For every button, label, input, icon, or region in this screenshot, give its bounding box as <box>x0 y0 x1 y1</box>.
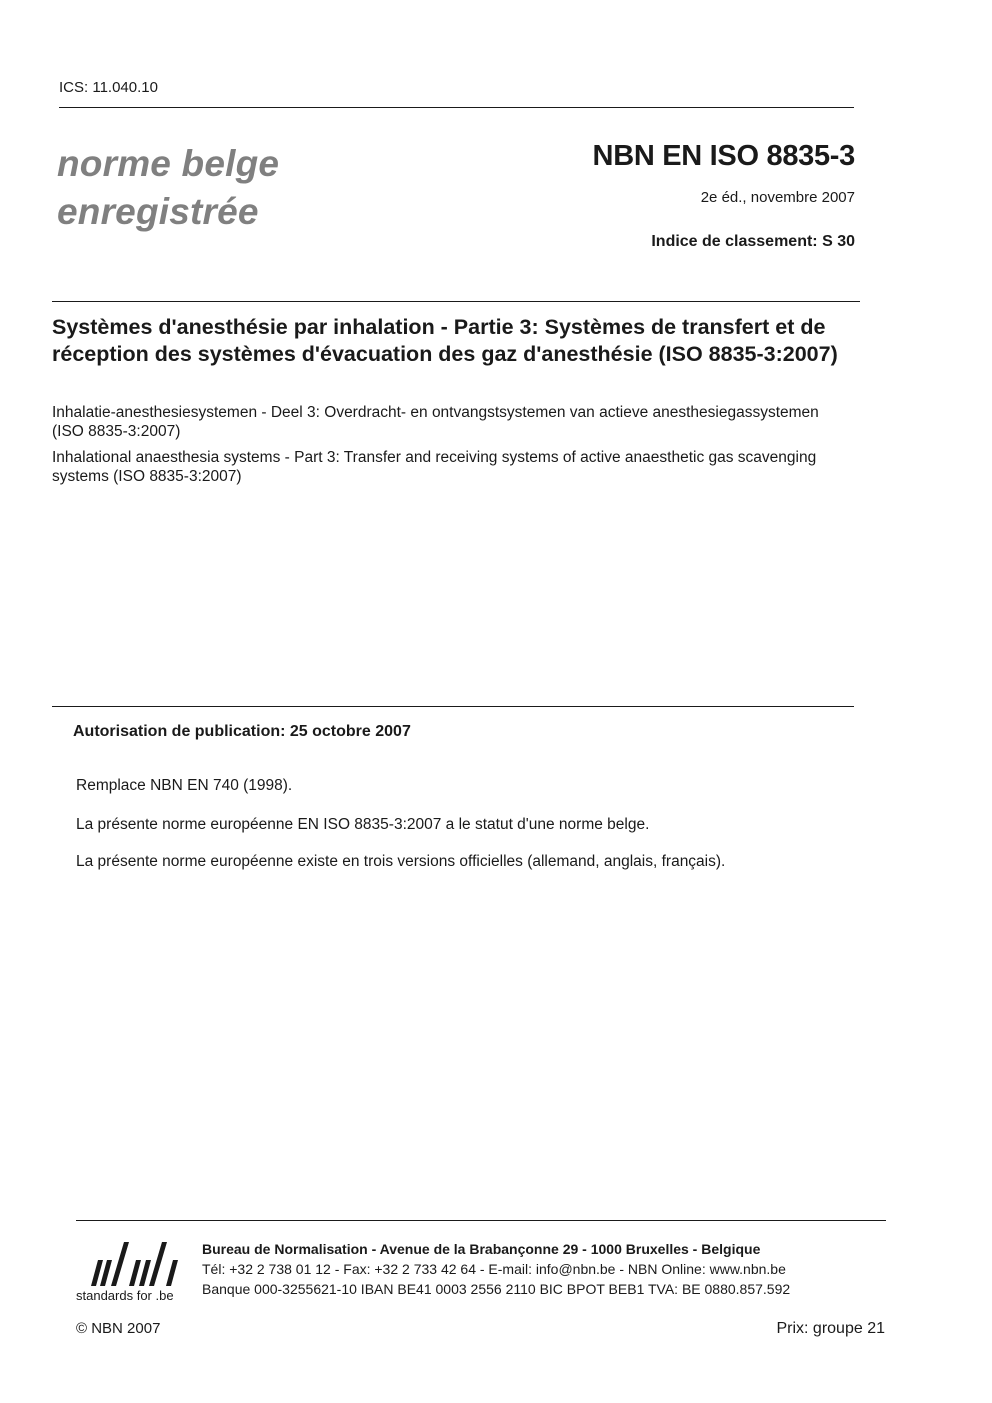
edition-date: 2e éd., novembre 2007 <box>700 189 855 206</box>
footer-contact: Tél: +32 2 738 01 12 - Fax: +32 2 733 42 64 - E-mail: info@nbn.be - NBN Online: www.nbn.be <box>202 1261 786 1277</box>
brand-line-2: enregistrée <box>57 191 259 232</box>
ics-code: ICS: 11.040.10 <box>59 79 158 96</box>
logo-tagline: standards for .be <box>76 1288 174 1303</box>
footer-bank-details: Banque 000-3255621-10 IBAN BE41 0003 2556 2110 BIC BPOT BEB1 TVA: BE 0880.857.592 <box>202 1281 791 1297</box>
publication-rule <box>52 706 854 707</box>
footer-address: Bureau de Normalisation - Avenue de la Brabançonne 29 - 1000 Bruxelles - Belgique <box>202 1241 761 1257</box>
title-english: Inhalational anaesthesia systems - Part 3: Transfer and receiving systems of active anaesthetic gas scavenging systems (ISO 8835-3:2007) <box>52 449 817 485</box>
price-group: Prix: groupe 21 <box>776 1320 885 1337</box>
title-french: Systèmes d'anesthésie par inhalation - Partie 3: Systèmes de transfert et de réception des systèmes d'évacuation des gaz d'anesthésie (ISO 8835-3:2007) <box>52 315 838 366</box>
brand-line-1: norme belge <box>57 143 280 184</box>
brand-label <box>57 140 279 236</box>
standard-number: NBN EN ISO 8835-3 <box>592 140 855 172</box>
copyright: © NBN 2007 <box>76 1320 161 1337</box>
title-dutch: Inhalatie-anesthesiesystemen - Deel 3: Overdracht- en ontvangstsystemen van actieve anesthesiegassystemen (ISO 8835-3:2007) <box>52 404 819 440</box>
note-versions: La présente norme européenne existe en trois versions officielles (allemand, anglais, français). <box>76 853 726 870</box>
title-rule <box>52 301 860 302</box>
publication-authorisation: Autorisation de publication: 25 octobre 2007 <box>73 723 411 740</box>
note-status: La présente norme européenne EN ISO 8835-3:2007 a le statut d'une norme belge. <box>76 816 650 833</box>
footer-rule <box>76 1220 886 1221</box>
note-replaces: Remplace NBN EN 740 (1998). <box>76 777 293 794</box>
header-rule-top <box>59 107 854 108</box>
classification-index: Indice de classement: S 30 <box>651 233 855 250</box>
